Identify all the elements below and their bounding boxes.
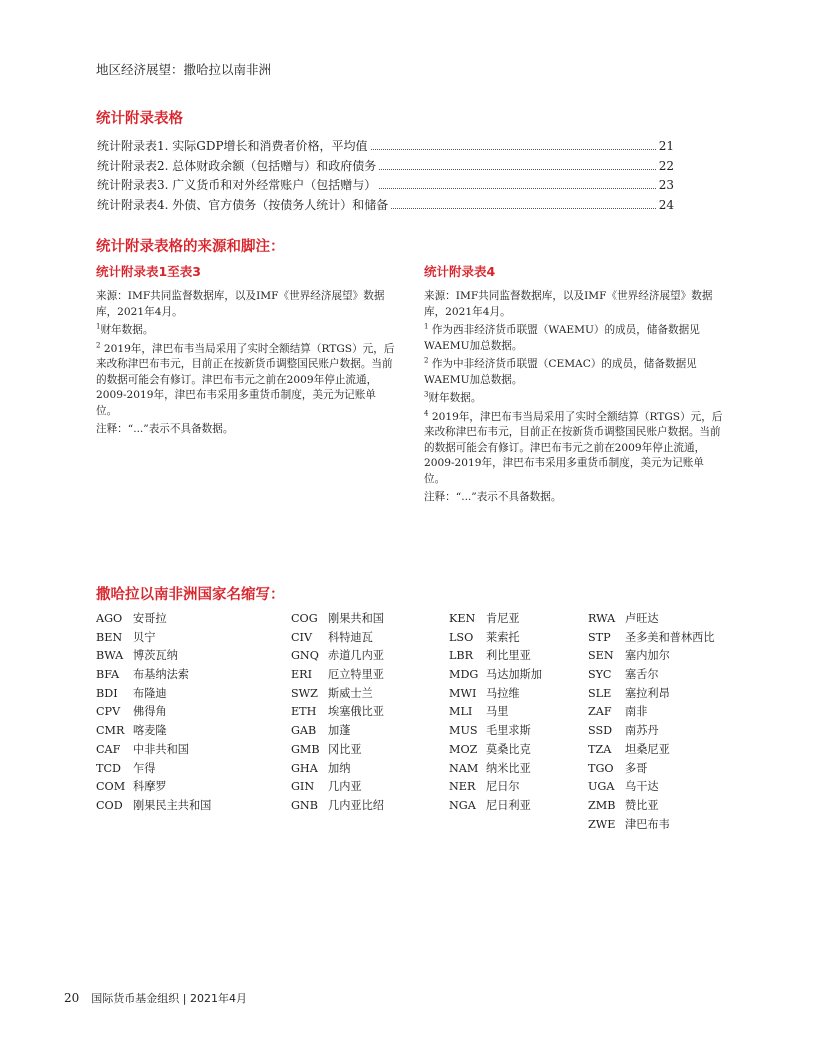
abbreviation-row [588,741,715,760]
footer-text: 国际货币基金组织 | 2021年4月 [91,992,247,1005]
abbreviation-row [449,629,542,648]
abbreviation-row [291,797,384,816]
country-code: UGA [588,780,615,794]
abbreviation-column [291,610,384,816]
country-code: AGO [96,612,123,625]
abbreviation-row [588,797,715,816]
country-code: TCD [96,761,121,775]
country-code: LBR [449,649,474,663]
country-name: 纳米比亚 [486,761,531,775]
country-name: 塞拉利昂 [625,686,670,700]
country-name: 安哥拉 [133,612,167,625]
abbreviation-row [588,778,715,797]
country-code: TGO [588,761,614,775]
country-code: GMB [291,742,320,756]
abbreviation-row [291,722,384,741]
footnote: $^2$ 作为中非经济货币联盟（CEMAC）的成员，储备数据见WAEMU加总数据。 [424,356,697,386]
abbreviation-row [96,629,211,648]
abbreviation-row [449,741,542,760]
toc-entry-label: 统计附录表4. 外债、官方债务（按债务人统计）和储备 [97,197,389,212]
table-of-contents [97,137,674,215]
abbreviation-column [588,610,715,834]
country-name: 博茨瓦纳 [133,649,178,663]
country-code: COG [291,612,318,625]
country-name: 尼日尔 [486,780,520,794]
abbreviation-row [291,741,384,760]
country-name: 刚果共和国 [328,612,384,625]
country-name: 圣多美和普林西比 [625,630,715,644]
source-note: 来源：IMF共同监督数据库，以及IMF《世界经济展望》数据库，2021年4月。 [96,290,385,318]
toc-leader-dots [379,169,655,170]
country-name: 赤道几内亚 [328,649,384,663]
abbreviation-row [96,760,211,779]
toc-leader-dots [391,208,655,209]
abbreviation-row [291,647,384,666]
abbreviation-row [449,722,542,741]
country-code: CIV [291,630,313,644]
country-name: 几内亚 [328,780,362,794]
country-name: 卢旺达 [625,612,659,625]
abbreviation-column [96,610,211,816]
country-name: 多哥 [625,761,648,775]
country-name: 埃塞俄比亚 [328,705,384,719]
abbreviation-row [449,666,542,685]
footnote-marker: 1 [424,322,429,331]
abbreviation-row [96,685,211,704]
abbreviation-row [291,685,384,704]
country-name: 刚果民主共和国 [133,798,212,812]
country-name: 加纳 [328,761,351,775]
sources-left-heading: 统计附录表1至表3 [96,264,201,279]
country-name: 中非共和国 [133,742,189,756]
toc-heading: 统计附录表格 [96,111,183,127]
abbreviation-column [449,610,542,816]
country-code: CMR [96,724,125,738]
country-name: 马拉维 [486,686,520,700]
country-code: NGA [449,798,476,812]
footnote-marker: 2 [424,356,429,365]
country-code: CPV [96,705,121,719]
footnote: $^3$财年数据。 [424,390,482,404]
country-name: 塞舌尔 [625,668,659,682]
country-name: 坦桑尼亚 [625,742,670,756]
footnote: $^2$ 2019年，津巴布韦当局采用了实时全额结算（RTGS）元，后来改称津巴布韦元，目前正在按新货币调整国民账户数据。当前的数据可能会有修订。津巴布韦元之前在2009年停止流通，2009-2019年，津巴布韦采用多重货币制度，美元为记账单位。 [96,340,395,417]
abbreviation-row [449,610,542,629]
abbreviation-row [449,685,542,704]
abbreviation-row [291,666,384,685]
running-header: 地区经济展望：撒哈拉以南非洲 [96,62,272,77]
country-name: 马里 [486,705,509,719]
footnote-marker: 3 [424,390,429,399]
abbreviation-row [291,703,384,722]
abbreviation-row [588,816,715,835]
country-code: BFA [96,668,120,682]
abbreviation-row [449,797,542,816]
sources-right-heading: 统计附录表4 [424,264,496,279]
country-code: NER [449,780,476,794]
country-name: 科摩罗 [133,780,167,794]
country-name: 津巴布韦 [625,817,670,831]
toc-entry-page: 22 [658,158,674,173]
country-code: MOZ [449,742,478,756]
abbreviation-row [588,647,715,666]
country-code: MDG [449,668,479,682]
country-code: MWI [449,686,477,700]
abbreviation-row [291,629,384,648]
country-code: TZA [588,742,612,756]
toc-entry[interactable] [97,157,674,177]
abbreviations-heading: 撒哈拉以南非洲国家名缩写： [96,587,285,603]
country-name: 贝宁 [133,630,156,644]
country-name: 科特迪瓦 [328,630,373,644]
abbreviation-row [96,778,211,797]
country-code: GIN [291,780,315,794]
toc-entry[interactable] [97,176,674,196]
abbreviation-row [449,647,542,666]
country-name: 毛里求斯 [486,724,531,738]
country-code: SLE [588,686,612,700]
footnote: $^4$ 2019年，津巴布韦当局采用了实时全额结算（RTGS）元，后来改称津巴布韦元，目前正在按新货币调整国民账户数据。当前的数据可能会有修订。津巴布韦元之前在2009年停止流通，2009-2019年，津巴布韦采用多重货币制度，美元为记账单位。 [424,408,723,485]
country-code: KEN [449,612,476,625]
country-code: STP [588,630,611,644]
note: 注释：“...”表示不具备数据。 [424,491,562,503]
country-name: 塞内加尔 [625,649,670,663]
toc-entry[interactable] [97,137,674,157]
country-code: ERI [291,668,313,682]
footnote-marker: 2 [96,340,101,349]
country-code: ETH [291,705,317,719]
sources-left-notes [96,289,396,441]
toc-entry-page: 24 [658,197,674,212]
country-name: 厄立特里亚 [328,668,384,682]
abbreviation-row [96,741,211,760]
country-code: COM [96,780,126,794]
abbreviation-row [96,666,211,685]
abbreviation-row [96,797,211,816]
toc-leader-dots [379,188,655,189]
country-code: ZWE [588,817,616,831]
footnote-marker: 1 [96,322,101,331]
country-name: 赞比亚 [625,798,659,812]
abbreviation-row [291,760,384,779]
country-code: SEN [588,649,614,663]
toc-entry-label: 统计附录表2. 总体财政余额（包括赠与）和政府债务 [97,158,377,173]
country-name: 佛得角 [133,705,167,719]
abbreviation-row [588,703,715,722]
country-name: 斯威士兰 [328,686,373,700]
sources-right-notes [424,289,724,509]
country-name: 肯尼亚 [486,612,520,625]
toc-leader-dots [371,149,656,150]
country-name: 利比里亚 [486,649,531,663]
toc-entry-label: 统计附录表3. 广义货币和对外经常账户（包括赠与） [97,178,377,192]
note: 注释：“...”表示不具备数据。 [96,423,234,435]
country-name: 喀麦隆 [133,724,167,738]
toc-entry-page: 23 [658,178,674,192]
country-name: 莫桑比克 [486,742,531,756]
country-name: 莱索托 [486,630,520,644]
toc-entry[interactable] [97,196,674,216]
abbreviation-row [588,610,715,629]
page-footer [64,990,247,1006]
abbreviation-row [449,778,542,797]
country-code: NAM [449,761,479,775]
country-name: 南苏丹 [625,724,659,738]
toc-entry-page: 21 [658,139,674,153]
country-code: MLI [449,705,473,719]
country-name: 乍得 [133,761,156,775]
abbreviation-row [449,760,542,779]
country-code: LSO [449,630,474,644]
country-code: BDI [96,686,118,700]
abbreviation-row [291,610,384,629]
country-code: MUS [449,724,478,738]
country-name: 马达加斯加 [486,668,542,682]
country-code: CAF [96,742,121,756]
country-code: RWA [588,612,616,625]
toc-entry-label: 统计附录表1. 实际GDP增长和消费者价格，平均值 [97,139,368,153]
footnote: $^1$财年数据。 [96,322,154,336]
abbreviation-row [449,703,542,722]
abbreviation-row [96,722,211,741]
abbreviation-row [96,647,211,666]
country-code: ZMB [588,798,616,812]
abbreviation-row [588,685,715,704]
abbreviation-row [291,778,384,797]
footnote-marker: 4 [424,408,429,417]
country-code: BEN [96,630,123,644]
country-code: GNB [291,798,318,812]
country-code: BWA [96,649,124,663]
abbreviation-row [588,722,715,741]
abbreviation-row [588,666,715,685]
country-name: 冈比亚 [328,742,362,756]
country-code: SWZ [291,686,318,700]
country-name: 加蓬 [328,724,351,738]
source-note: 来源：IMF共同监督数据库，以及IMF《世界经济展望》数据库，2021年4月。 [424,290,713,318]
page-number: 20 [64,991,80,1005]
country-name: 南非 [625,705,648,719]
country-code: GNQ [291,649,319,663]
country-code: COD [96,798,123,812]
abbreviation-row [96,610,211,629]
country-code: SSD [588,724,613,738]
country-name: 尼日利亚 [486,798,531,812]
abbreviation-row [588,629,715,648]
country-name: 布基纳法索 [133,668,189,682]
abbreviation-row [96,703,211,722]
country-name: 乌干达 [625,780,659,794]
country-code: GHA [291,761,318,775]
country-name: 布隆迪 [133,686,167,700]
abbreviation-row [588,760,715,779]
country-code: GAB [291,724,317,738]
country-code: ZAF [588,705,612,719]
country-name: 几内亚比绍 [328,798,384,812]
country-code: SYC [588,668,612,682]
sources-heading: 统计附录表格的来源和脚注： [96,239,285,255]
footnote: $^1$ 作为西非经济货币联盟（WAEMU）的成员，储备数据见WAEMU加总数据。 [424,322,700,352]
